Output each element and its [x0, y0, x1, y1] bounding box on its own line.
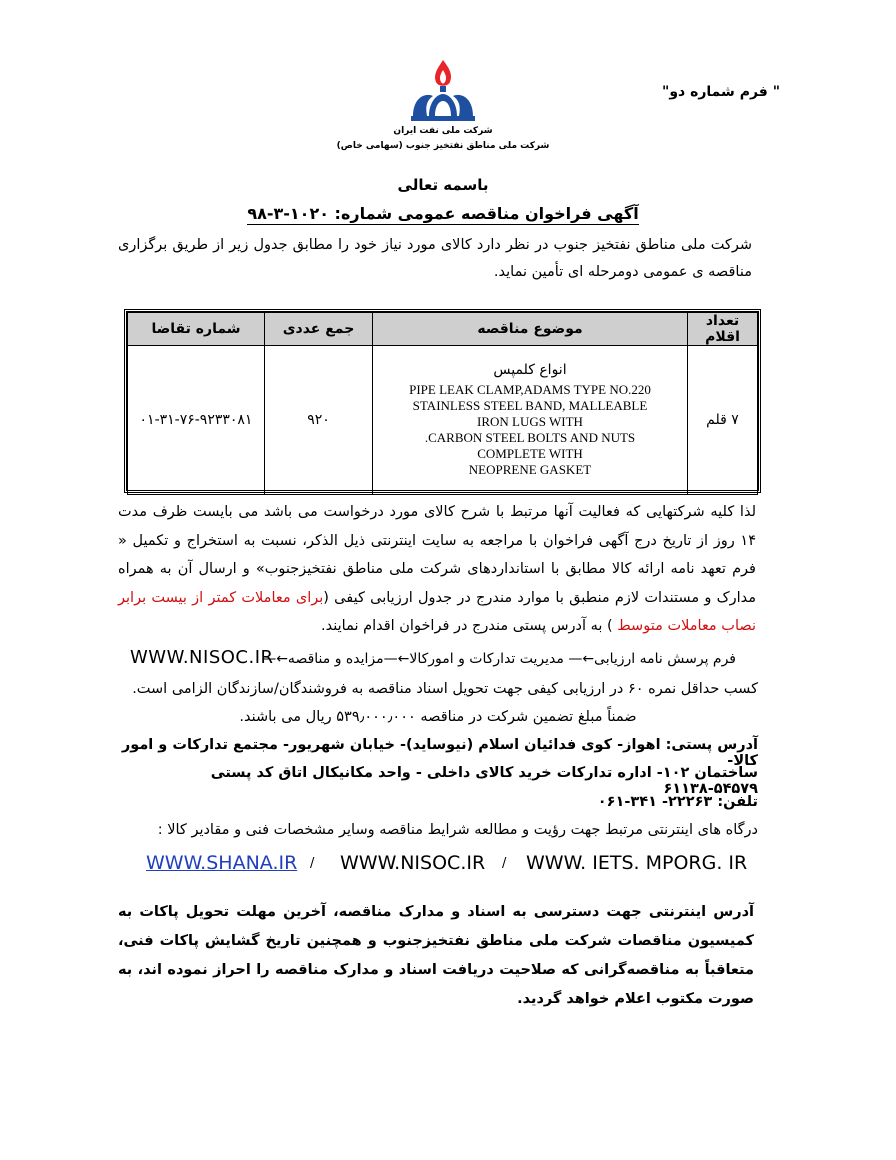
header-subject: موضوع مناقصه — [373, 313, 688, 346]
header-total-qty: جمع عددی — [265, 313, 373, 346]
shana-link[interactable]: WWW.SHANA.IR — [146, 852, 298, 874]
postal-address-line2: ساختمان ۱۰۲- اداره تدارکات خرید کالای داخلی - واحد مکانیکال اتاق کد پستی ۵۴۵۷۹-۶۱۱۳۸ — [210, 765, 758, 797]
portals-intro: درگاه های اینترنتی مرتبط جهت رؤیت و مطالعه شرایط مناقصه وسایر مشخصات فنی و مقادیر کالا : — [157, 822, 758, 838]
intro-paragraph: شرکت ملی مناطق نفتخیز جنوب در نظر دارد کالای مورد نیاز خود را مطابق جدول زیر از طریق برگزاری مناقصه ی عمومی دومرحله ای تأمین نماید. — [118, 237, 752, 280]
table-header-row — [128, 313, 758, 346]
cell-total-qty: ۹۲۰ — [265, 346, 373, 495]
subject-spec-line: NEOPRENE GASKET — [468, 462, 592, 477]
navigation-path — [118, 647, 758, 673]
ad-title-text: آگهی فراخوان مناقصه عمومی شماره: ۱۰۲۰-۳-۹۸ — [247, 204, 639, 223]
bismillah-heading: باسمه تعالی — [397, 176, 489, 194]
instructions-highlight: برای معاملات کمتر از بیست برابر نصاب معاملات متوسط — [118, 589, 756, 634]
company-name-line1: شرکت ملی نفت ایران — [393, 126, 493, 136]
nisoc-link[interactable]: WWW.NISOC.IR — [340, 852, 486, 874]
table-row — [128, 346, 758, 495]
subject-spec-line: PIPE LEAK CLAMP,ADAMS TYPE NO.220 — [409, 382, 651, 397]
min-score-note: کسب حداقل نمره ۶۰ در ارزیابی کیفی جهت تحویل اسناد مناقصه به فروشندگان/سازندگان الزامی است. — [132, 681, 758, 697]
link-separator: / — [310, 856, 315, 871]
iets-link[interactable]: WWW. IETS. MPORG. IR — [526, 852, 748, 874]
subject-spec-line: IRON LUGS WITH — [477, 414, 583, 429]
instructions-text-end: ) به آدرس پستی مندرج در فراخوان اقدام نمایند. — [321, 618, 618, 634]
portal-links — [118, 852, 758, 882]
final-note: آدرس اینترنتی جهت دسترسی به اسناد و مدارک مناقصه، آخرین مهلت تحویل پاکات به کمیسیون مناقصات شرکت ملی مناطق نفتخیزجنوب و همچنین تاریخ گشایش پاکات فنی، متعاقباً به مناقصه‌گرانی که صلاحیت دریافت اسناد و مدارک مناقصه را احراز نموده اند، به صورت مکتوب اعلام خواهد گردید. — [118, 904, 754, 1007]
cell-request-no: ۰۱-۳۱-۷۶-۹۲۳۳۰۸۱ — [128, 346, 265, 495]
cell-items-count: ۷ قلم — [688, 346, 758, 495]
cell-subject — [373, 346, 688, 495]
subject-spec-line: CARBON STEEL BOLTS AND NUTS. — [424, 430, 636, 445]
subject-title-fa: انواع کلمپس — [493, 362, 567, 378]
navigation-path-text: فرم پرسش نامه ارزیابی←— مدیریت تدارکات و امورکالا←—مزایده و مناقصه←— — [262, 651, 736, 667]
header-request-no: شماره تقاضا — [128, 313, 265, 346]
subject-spec-en — [373, 382, 687, 478]
postal-address-line1: آدرس پستی: اهواز- کوی فدائیان اسلام (نیوساید)- خیابان شهریور- مجتمع تدارکات و امور کالا- — [121, 737, 758, 769]
instructions-paragraph — [118, 498, 756, 641]
header-items-count: تعداد اقلام — [688, 313, 758, 346]
nisoc-site-label: WWW.NISOC.IR — [130, 647, 274, 668]
subject-spec-line: COMPLETE WITH — [477, 446, 583, 461]
ad-title — [240, 204, 646, 223]
phone-number: تلفن: ۲۲۲۶۳- ۳۴۱-۰۶۱ — [597, 794, 758, 810]
subject-spec-line: STAINLESS STEEL BAND, MALLEABLE — [412, 398, 648, 413]
link-separator: / — [502, 856, 507, 871]
guarantee-note: ضمناً مبلغ تضمین شرکت در مناقصه ۵۳۹٫۰۰۰٫۰۰۰ ریال می باشند. — [239, 709, 637, 725]
form-number-label: " فرم شماره دو" — [662, 84, 780, 100]
instructions-text: لذا کلیه شرکتهایی که فعالیت آنها مرتبط با شرح کالای مورد درخواست می باشد می بایست ظرف مدت ۱۴ روز از تاریخ درج آگهی فراخوان با مراجعه به سایت اینترنتی ذیل الذکر، نسبت به استخراج و تکمیل « فرم تعهد نامه ارائه کالا مطابق با استانداردهای شرکت ملی مناطق نفتخیزجنوب» و ارسال آن به همراه مدارک و مستندات لازم منطبق با موارد مندرج در جدول ارزیابی کیفی ( — [118, 504, 756, 606]
tender-items-table — [127, 312, 758, 495]
flame-logo-icon — [405, 56, 481, 126]
company-name-line2: شرکت ملی مناطق نفتخیز جنوب (سهامی خاص) — [336, 141, 550, 151]
